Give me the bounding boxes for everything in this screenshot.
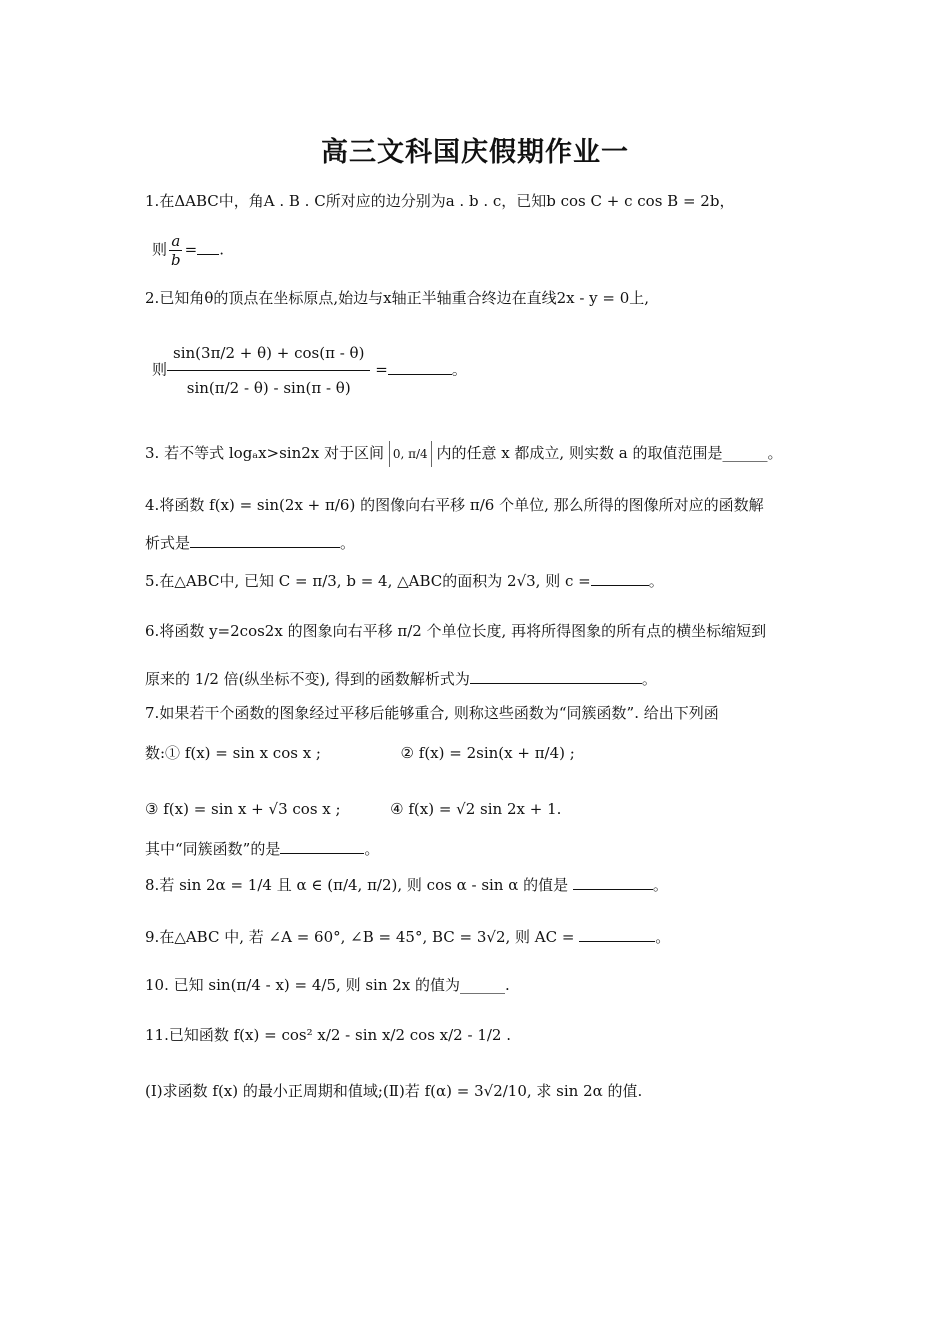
question-text: 则 — [152, 240, 168, 259]
question-text: 内的任意 x 都成立, 则实数 a 的取值范围是______。 — [436, 444, 783, 462]
function-item-3: ③ f(x) = sin x + √3 cos x ; — [145, 800, 341, 818]
question-9 — [145, 924, 815, 950]
question-number: 6. — [145, 622, 160, 640]
question-text: 其中“同簇函数”的是 — [145, 840, 281, 858]
question-text: 在ΔABC中，角A . B . C所对应的边分别为a . b . c，已知b cos C + c cos B = 2b， — [159, 192, 735, 210]
question-5 — [145, 568, 815, 594]
fraction-denominator: sin(π/2 - θ) - sin(π - θ) — [186, 379, 351, 397]
question-2 — [145, 285, 815, 311]
question-6-line2 — [145, 666, 815, 692]
answer-blank[interactable] — [190, 531, 340, 548]
question-7 — [145, 700, 815, 726]
question-text: (Ⅰ)求函数 f(x) 的最小正周期和值域;(Ⅱ)若 f(α) = 3√2/10, 求 sin 2α 的值. — [145, 1082, 643, 1100]
question-11-line2 — [145, 1078, 815, 1104]
question-number: 11. — [145, 1026, 169, 1044]
end-mark: 。 — [652, 876, 668, 894]
equals-sign: = — [375, 360, 388, 379]
fraction-denominator: b — [171, 251, 181, 269]
question-text: 在△ABC中, 已知 C = π/3, b = 4, △ABC的面积为 2√3, 则 c = — [159, 572, 591, 590]
question-text: 如果若干个函数的图象经过平移后能够重合, 则称这些函数为“同簇函数”. 给出下列函 — [159, 704, 719, 722]
answer-blank[interactable] — [388, 358, 452, 375]
question-number: 2. — [145, 289, 160, 307]
question-text: 析式是 — [145, 534, 191, 552]
question-number: 3. — [145, 444, 160, 462]
answer-blank[interactable] — [470, 667, 642, 684]
question-6 — [145, 618, 815, 644]
end-mark: 。 — [340, 534, 356, 552]
end-mark: 。 — [655, 928, 671, 946]
question-text: 在△ABC 中, 若 ∠A = 60°, ∠B = 45°, BC = 3√2, 则 AC = — [159, 928, 575, 946]
question-1-line2: 则 $\frac{a}{b}$ = . — [152, 232, 224, 269]
question-number: 10. — [145, 976, 169, 994]
question-7-items-row1 — [145, 740, 815, 766]
fraction-numerator: sin(3π/2 + θ) + cos(π - θ) — [167, 336, 370, 371]
question-text: 将函数 y=2cos2x 的图象向右平移 π/2 个单位长度, 再将所得图象的所有点的横坐标缩短到 — [159, 622, 767, 640]
question-11 — [145, 1022, 815, 1048]
question-text: 若不等式 logₐx>sin2x 对于区间 — [164, 444, 385, 462]
answer-blank[interactable] — [573, 873, 653, 890]
interval: 0, π/4 — [389, 441, 432, 467]
question-text: 将函数 f(x) = sin(2x + π/6) 的图像向右平移 π/6 个单位, 那么所得的图像所对应的函数解 — [159, 496, 764, 514]
question-3 — [145, 440, 815, 467]
question-number: 9. — [145, 928, 160, 946]
end-mark: 。 — [648, 572, 664, 590]
question-text: 若 sin 2α = 1/4 且 α ∈ (π/4, π/2), 则 cos α - sin α 的值是 — [159, 876, 569, 894]
end-mark: 。 — [364, 840, 380, 858]
question-text: 已知角θ的顶点在坐标原点,始边与x轴正半轴重合终边在直线2x - y = 0上, — [159, 289, 650, 307]
question-number: 7. — [145, 704, 160, 722]
page-title: 高三文科国庆假期作业一 — [321, 137, 629, 168]
question-4 — [145, 492, 815, 518]
answer-blank[interactable] — [591, 569, 649, 586]
fraction — [169, 232, 183, 269]
equals-sign: = — [184, 240, 198, 259]
question-7-items-row2 — [145, 796, 815, 822]
question-2-line2 — [152, 336, 822, 405]
fraction-numerator: a — [171, 232, 181, 250]
question-8 — [145, 872, 815, 898]
question-text: 已知函数 f(x) = cos² x/2 - sin x/2 cos x/2 - 1/2 . — [168, 1026, 512, 1044]
question-1 — [145, 188, 815, 214]
question-10 — [145, 972, 815, 998]
question-text: 已知 sin(π/4 - x) = 4/5, 则 sin 2x 的值为______. — [173, 976, 510, 994]
question-number: 1. — [145, 192, 160, 210]
question-text: 则 — [152, 360, 168, 379]
end-mark: 。 — [641, 670, 657, 688]
answer-blank[interactable] — [280, 837, 364, 854]
question-number: 5. — [145, 572, 160, 590]
question-text: 原来的 1/2 倍(纵坐标不变), 得到的函数解析式为 — [145, 670, 470, 688]
question-number: 8. — [145, 876, 160, 894]
end-mark: 。 — [451, 360, 467, 379]
question-4-line2 — [145, 530, 815, 556]
question-number: 4. — [145, 496, 160, 514]
function-item-1: 数:① f(x) = sin x cos x ; — [145, 744, 321, 762]
answer-blank[interactable] — [197, 238, 219, 255]
function-item-2: ② f(x) = 2sin(x + π/4) ; — [400, 744, 575, 762]
big-fraction — [167, 336, 370, 405]
answer-blank[interactable] — [579, 925, 655, 942]
question-7-answer-line — [145, 836, 815, 862]
function-item-4: ④ f(x) = √2 sin 2x + 1. — [390, 800, 562, 818]
